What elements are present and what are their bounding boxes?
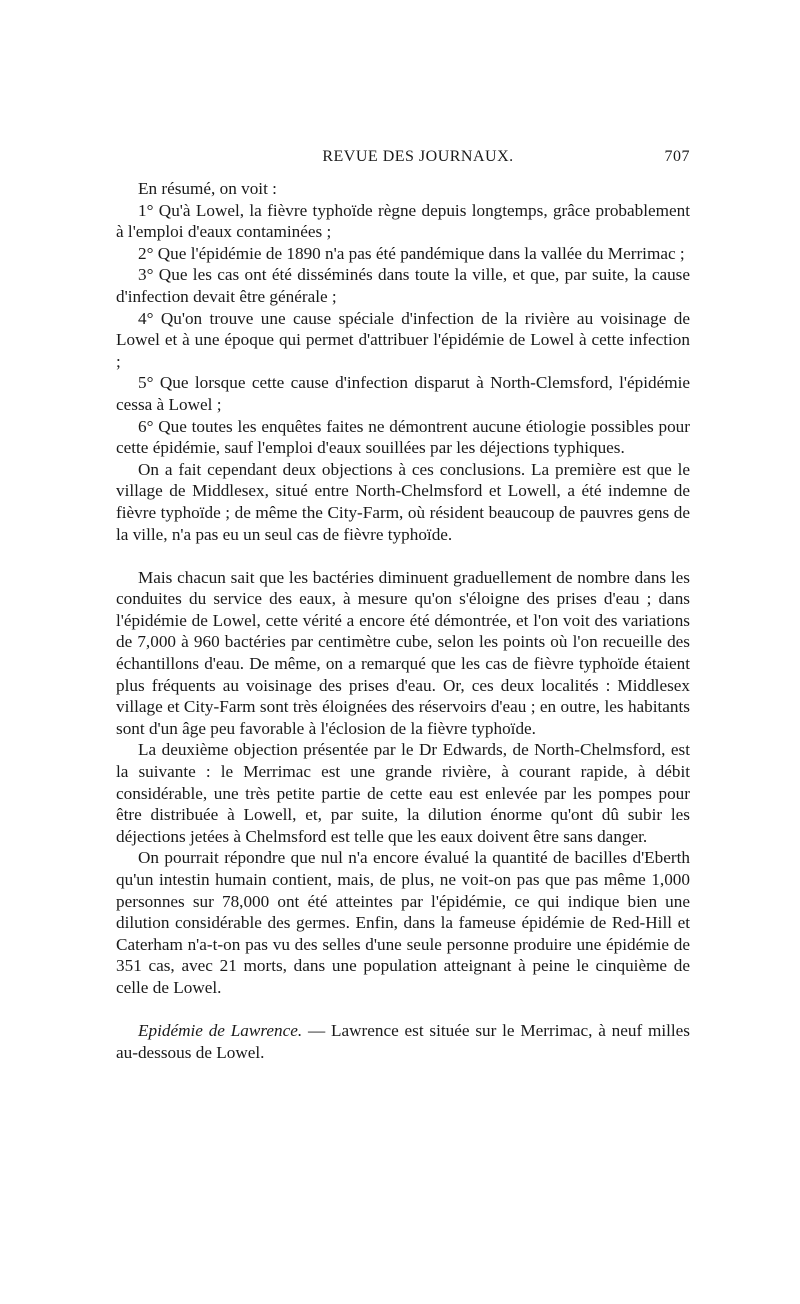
document-page [116,148,690,1063]
conclusion-item-1: 1° Qu'à Lowel, la fièvre typhoïde règne depuis longtemps, grâce probablement à l'emploi d'eaux contaminées ; [116,200,690,242]
lawrence-epidemic-paragraph [116,1020,690,1063]
running-header [116,148,690,174]
summary-intro: En résumé, on voit : [138,179,277,198]
second-objection-paragraph: La deuxième objection présentée par le Dr Edwards, de North-Chelmsford, est la suivante : le Merrimac est une grande rivière, à courant rapide, à débit considérable, une très petite partie de cette eau est enlevée par les pompes pour être distribuée à Lowell, et, par suite, la dilution énorme qu'ont dû subir les déjections jetées à Chelmsford est telle que les eaux doivent être sans danger. [116,740,690,846]
conclusion-item-2: 2° Que l'épidémie de 1890 n'a pas été pandémique dans la vallée du Merrimac ; [138,243,685,263]
bacteria-paragraph: Mais chacun sait que les bactéries diminuent graduellement de nombre dans les conduites du service des eaux, à mesure qu'on s'éloigne des prises d'eau ; dans l'épidémie de Lowel, cette vérité a encore été démontrée, et l'on voit des variations de 7,000 à 960 bactéries par centimètre cube, selon les points où l'on recueille des échantillons d'eau. De même, on a remarqué que les cas de fièvre typhoïde étaient plus fréquents au voisinage des prises d'eau. Or, ces deux localités : Middlesex village et City-Farm sont très éloignées des réservoirs d'eau ; en outre, les habitants sont d'un âge peu favorable à l'éclosion de la fièvre typhoïde. [116,567,690,738]
lawrence-epidemic-heading: Epidémie de Lawrence. [138,1021,303,1041]
conclusion-item-5: 5° Que lorsque cette cause d'infection disparut à North-Clemsford, l'épidémie cessa à Lowel ; [116,373,690,414]
conclusion-item-6: 6° Que toutes les enquêtes faites ne démontrent aucune étiologie possibles pour cette épidémie, sauf l'emploi d'eaux souillées par les déjections typhiques. [116,416,690,458]
objections-paragraph: On a fait cependant deux objections à ces conclusions. La première est que le village de Middlesex, situé entre North-Chelmsford et Lowell, a été indemne de fièvre typhoïde ; de même the City-Farm, où résident beaucoup de pauvres gens de la ville, n'a pas eu un seul cas de fièvre typhoïde. [116,459,690,544]
lawrence-epidemic-text: — Lawrence est située sur le Merrimac, à neuf milles au-dessous de Lowel. [116,1021,690,1062]
page-number: 707 [664,148,690,165]
conclusion-item-4: 4° Qu'on trouve une cause spéciale d'infection de la rivière au voisinage de Lowel et à une époque qui permet d'attribuer l'épidémie de Lowel à cette infection ; [116,308,690,371]
article-body [116,178,690,1063]
conclusion-item-3: 3° Que les cas ont été disséminés dans toute la ville, et que, par suite, la cause d'infection devait être générale ; [116,265,690,306]
response-paragraph: On pourrait répondre que nul n'a encore évalué la quantité de bacilles d'Eberth qu'un intestin humain contient, mais, de plus, ne voit-on pas que pas même 1,000 personnes sur 78,000 ont été atteintes par l'épidémie, ce qui indique bien une dilution considérable des germes. Enfin, dans la fameuse épidémie de Red-Hill et Caterham n'a-t-on pas vu des selles d'une seule personne produire une épidémie de 351 cas, avec 21 morts, dans une population atteignant à peine le cinquième de celle de Lowel. [116,848,690,997]
journal-section-title: REVUE DES JOURNAUX. [322,148,514,165]
